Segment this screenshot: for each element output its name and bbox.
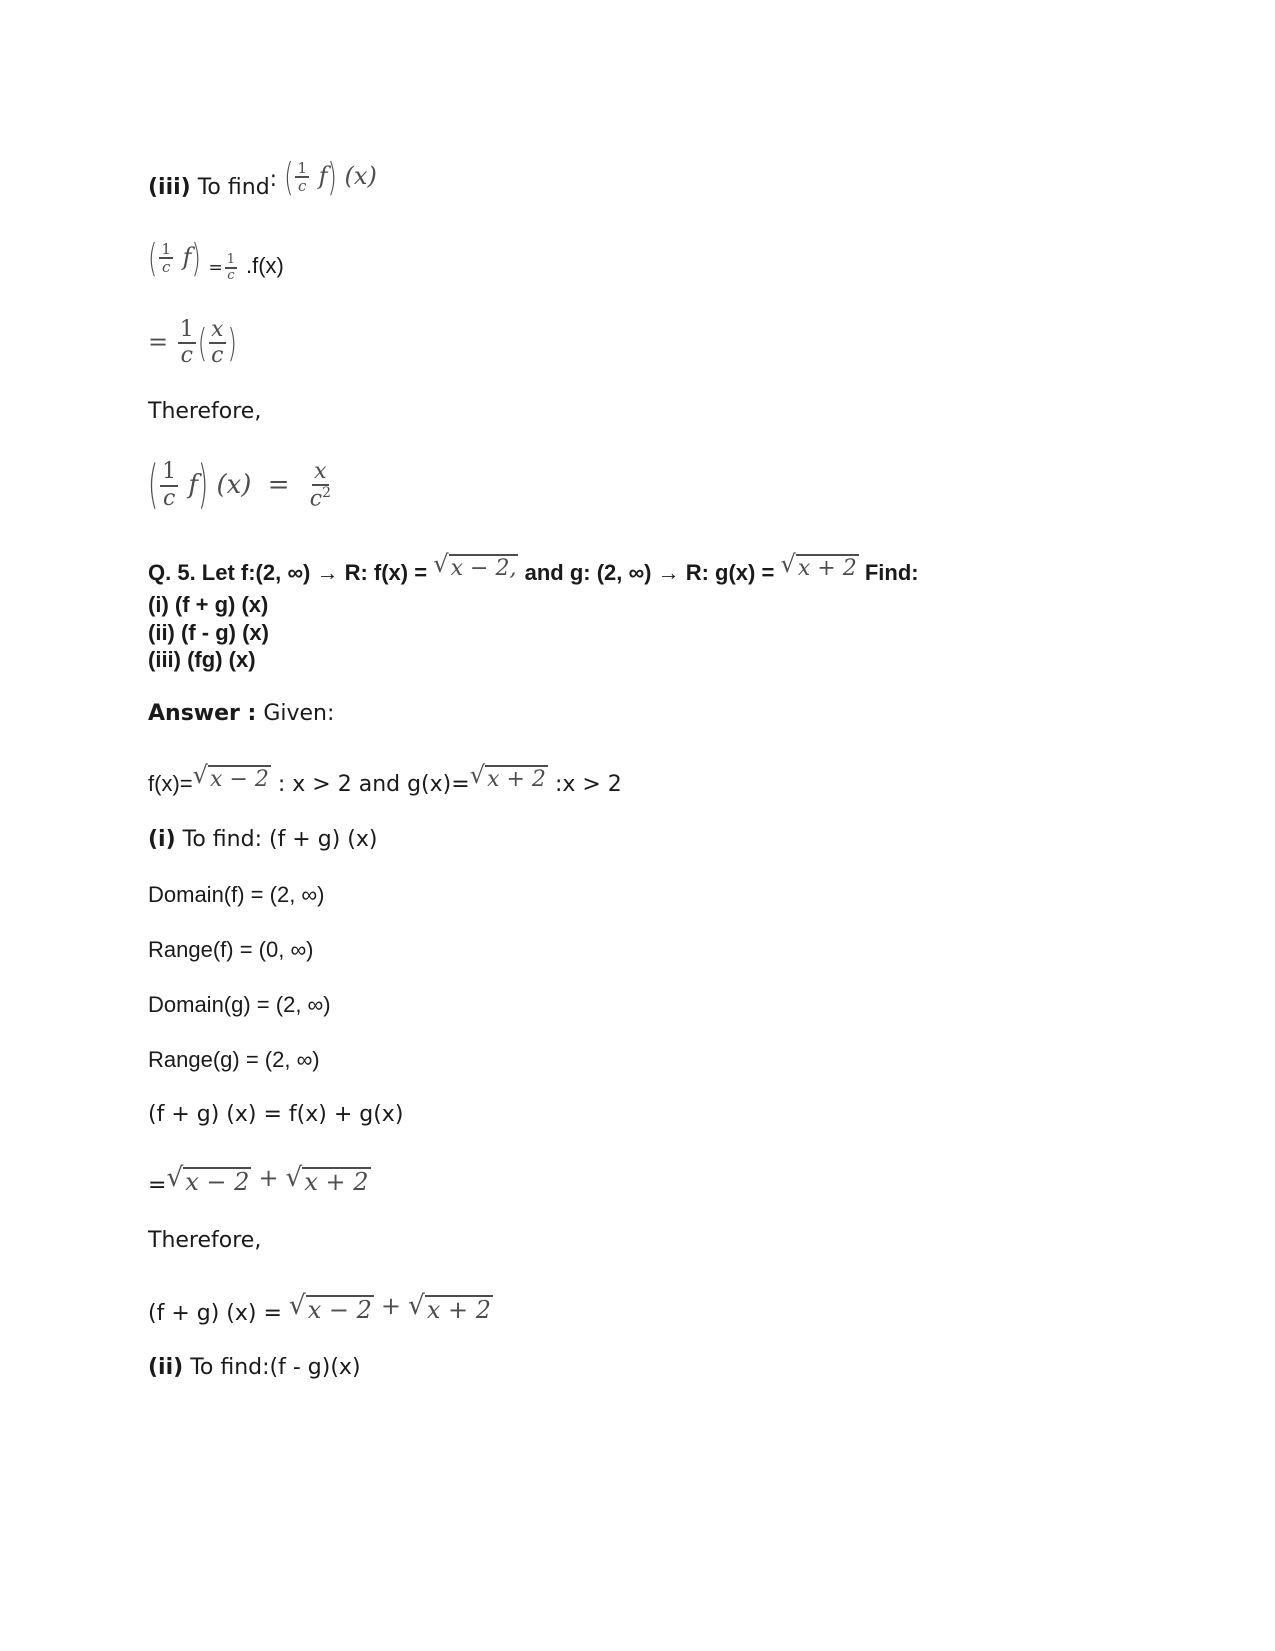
open-paren: ( [148,235,158,281]
fraction-one-over-c [178,318,196,368]
radical-sign: √ [288,1290,306,1321]
plus-sign: + [380,1292,402,1320]
fraction-denominator: c [161,258,171,276]
close-paren: ) [198,455,209,516]
fraction-denominator: c [211,343,224,368]
radicand: x + 2 [426,1296,492,1324]
fraction-one-over-c [159,241,173,276]
given-tail: :x > 2 [554,772,622,797]
domain-g: Domain(g) = (2, ∞) [148,992,331,1017]
function-f: f [182,243,192,271]
radicand: x + 2 [797,556,857,581]
part-i-text: To find: (f + g) (x) [182,827,378,852]
radical-sign: √ [469,761,486,789]
fraction-denominator [308,486,333,512]
fraction-numerator: 1 [161,239,171,258]
question-tail: Find: [864,560,919,585]
radicand: x − 2, [450,556,517,581]
radical-sign: √ [433,550,449,578]
sum-equals: = [148,1173,167,1198]
fraction-one-over-c-small [225,253,237,284]
therefore-label-2: Therefore, [148,1228,262,1253]
part-ii-label: (ii) [148,1355,184,1380]
sqrt-x-plus-2 [285,1162,371,1197]
sum-result [148,1284,493,1336]
fraction-numerator: 1 [178,318,196,344]
sqrt-x-plus-2 [408,1290,493,1325]
part-iii-heading [148,148,377,216]
given-f-label: f(x)= [148,771,193,796]
step-one-rest: .f(x) [246,253,284,278]
radical-sign: √ [408,1290,425,1321]
part-ii-line [148,1354,361,1382]
argument-x: (x) [216,470,252,500]
part-i-label: (i) [148,827,176,852]
range-g: Range(g) = (2, ∞) [148,1047,320,1072]
radical-sign: √ [285,1162,303,1193]
radicand: x + 2 [304,1168,369,1196]
given-line [148,762,622,807]
open-paren: ( [284,154,294,200]
result-line [148,452,335,519]
sqrt-g-expression [780,552,858,581]
fraction-denominator: c [227,268,235,284]
exponent: 2 [322,484,331,501]
answer-text: Given: [263,701,335,726]
sqrt-x-minus-2 [288,1290,374,1325]
fraction-denominator: c [298,177,307,195]
step-two-line [148,312,237,373]
step-one-equals: = [208,258,223,278]
fraction-x-over-c [209,318,225,368]
range-f: Range(f) = (0, ∞) [148,937,314,962]
plus-sign: + [258,1164,279,1192]
question-item-1: (i) (f + g) (x) [148,592,269,617]
part-ii-text: To find:(f - g)(x) [190,1355,361,1380]
part-iii-text: To find [197,175,270,200]
fraction-x-over-c-squared [308,460,333,512]
fraction-numerator: x [312,460,328,486]
close-paren: ) [191,235,201,281]
sum-result-lhs: (f + g) (x) = [148,1301,282,1326]
open-paren: ( [148,455,159,516]
fraction-one-over-c [295,160,309,195]
fraction-one-over-c [160,460,178,510]
step-one-line [148,232,284,293]
sqrt-f-expression [193,763,271,792]
sqrt-g-expression [470,763,548,792]
question-line [148,552,919,593]
radicand: x − 2 [185,1168,250,1196]
question-lead: Q. 5. Let f:(2, ∞) → R: f(x) = [148,560,428,585]
radical-sign: √ [166,1162,184,1193]
sqrt-x-minus-2 [166,1162,251,1197]
open-paren: ( [197,320,208,366]
fraction-numerator: x [209,318,225,344]
question-item-2: (ii) (f - g) (x) [148,620,269,645]
function-f: f [188,470,199,500]
step-one-lhs [148,235,208,281]
radicand: x − 2 [210,767,269,792]
radical-sign: √ [780,550,796,578]
question-mid: and g: (2, ∞) → R: g(x) = [524,560,775,585]
domain-f: Domain(f) = (2, ∞) [148,882,325,907]
radical-sign: √ [192,761,209,789]
fraction-numerator: 1 [225,253,237,269]
argument-x: (x) [344,162,377,190]
sum-expression [148,1156,371,1208]
given-mid: : x > 2 and g(x)= [277,772,470,797]
fraction-denominator: c [180,343,193,368]
fraction-numerator: 1 [297,158,307,177]
part-i-line [148,826,377,854]
answer-label: Answer : [148,701,257,726]
radicand: x − 2 [307,1296,372,1324]
fraction-denominator: c [162,485,176,511]
step-two-equals: = [148,328,169,356]
therefore-label: Therefore, [148,399,262,424]
sum-definition: (f + g) (x) = f(x) + g(x) [148,1102,404,1127]
close-paren: ) [327,154,337,200]
function-f: f [318,162,328,190]
part-iii-expression [284,154,377,200]
result-equals: = [267,470,290,500]
part-iii-label: (iii) [148,175,191,200]
c-base: c [309,486,323,512]
sqrt-f-expression [433,552,518,581]
radicand: x + 2 [487,767,546,792]
close-paren: ) [227,320,237,366]
answer-line [148,700,334,728]
fraction-numerator: 1 [160,460,178,486]
question-item-3: (iii) (fg) (x) [148,647,256,672]
part-iii-colon: : [269,167,278,192]
